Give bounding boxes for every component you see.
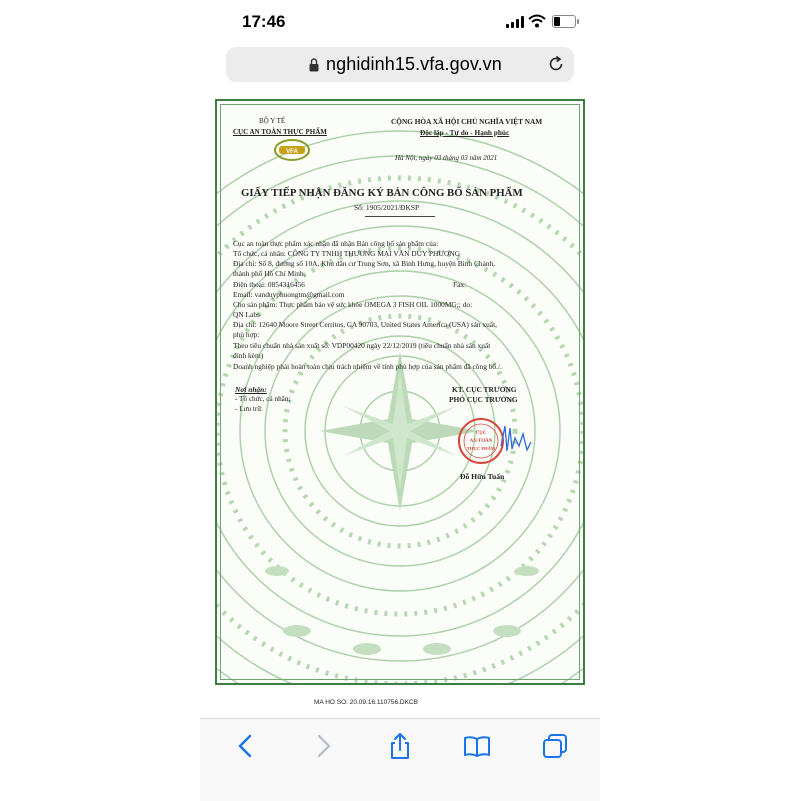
share-icon[interactable] — [385, 731, 415, 761]
signer-title-1: KT. CỤC TRƯỞNG — [452, 385, 517, 394]
bookmarks-icon[interactable] — [462, 731, 492, 761]
svg-text:THỰC PHẨM: THỰC PHẨM — [466, 446, 496, 451]
agency-name: CỤC AN TOÀN THỰC PHẨM — [233, 128, 327, 136]
vfa-logo — [272, 138, 312, 162]
svg-text:VFA: VFA — [286, 149, 298, 155]
recipient-item: - Lưu trữ. — [235, 405, 263, 413]
certificate-document — [215, 99, 585, 685]
reload-icon[interactable] — [547, 55, 565, 73]
body-line: Tổ chức, cá nhân: CÔNG TY TNHH THƯƠNG MẠI VĂN DUY PHƯƠNG — [233, 249, 461, 258]
forward-icon[interactable] — [308, 731, 338, 761]
body-line: Email: vanduyphuongtm@gmail.com — [233, 290, 345, 299]
body-line: Cục an toàn thực phẩm xác nhận đã nhận Bản công bố sản phẩm của: — [233, 239, 439, 248]
recipient-item: - Tổ chức, cá nhân; — [235, 395, 291, 403]
signer-title-2: PHÓ CỤC TRƯỞNG — [449, 395, 518, 404]
fax-label: Fax: — [453, 280, 467, 289]
status-bar — [0, 0, 800, 44]
body-line: Địa chỉ: 12640 Moore Street Cerritos, CA 90703, United States America (USA) sản xuất, — [233, 320, 497, 329]
body-line: Cho sản phẩm: Thực phẩm bảo vệ sức khỏe OMEGA 3 FISH OIL 1000MG;; do: — [233, 300, 473, 309]
lock-icon — [309, 57, 319, 72]
body-line: Địa chỉ: Số 8, đường số 10A, Khu dân cư Trung Sơn, xã Bình Hưng, huyện Bình Chánh, — [233, 259, 496, 268]
body-line: đính kèm) — [233, 351, 264, 360]
url-text[interactable]: nghidinh15.vfa.gov.vn — [326, 54, 502, 74]
issue-date: Hà Nội, ngày 03 tháng 03 năm 2021 — [395, 154, 498, 162]
battery-icon — [552, 15, 576, 28]
back-icon[interactable] — [231, 731, 261, 761]
official-stamp — [457, 416, 552, 466]
browser-toolbar — [200, 718, 600, 801]
recipients-title: Nơi nhận: — [235, 385, 267, 394]
body-line: Theo tiêu chuẩn nhà sản xuất số: VDP00420 ngày 22/12/2019 (tiêu chuẩn nhà sản xuất — [233, 341, 491, 350]
signer-name: Đỗ Hữu Tuấn — [460, 472, 505, 481]
svg-text:CỤC: CỤC — [475, 431, 487, 436]
tabs-icon[interactable] — [540, 731, 570, 761]
document-title: GIẤY TIẾP NHẬN ĐĂNG KÝ BẢN CÔNG BỐ SẢN PHẨM — [241, 187, 523, 199]
country-motto: Độc lập - Tự do - Hạnh phúc — [420, 128, 510, 137]
address-bar[interactable] — [226, 47, 574, 82]
wifi-icon — [528, 14, 546, 28]
clock: 17:46 — [242, 12, 286, 31]
body-line: QN Labs — [233, 310, 260, 319]
body-line: Doanh nghiệp phải hoàn toàn chịu trách nhiệm về tính phù hợp của sản phẩm đã công bố./. — [233, 362, 502, 371]
country-name: CỘNG HÒA XÃ HỘI CHỦ NGHĨA VIỆT NAM — [391, 117, 543, 126]
body-line: Điện thoại: 0854316456 — [233, 280, 305, 289]
body-line: phù hợp: — [233, 330, 260, 339]
document-footer-code: MA HO SO: 20.09.16.110756.DKCB — [314, 699, 418, 706]
body-line: thành phố Hồ Chí Minh. — [233, 269, 306, 278]
document-number: Số: 1905/2021/ĐKSP — [354, 203, 420, 212]
cellular-signal-icon — [506, 16, 524, 28]
svg-text:AN TOÀN: AN TOÀN — [469, 439, 493, 444]
title-underline — [365, 216, 435, 217]
agency-ministry: BỘ Y TẾ — [259, 117, 286, 125]
